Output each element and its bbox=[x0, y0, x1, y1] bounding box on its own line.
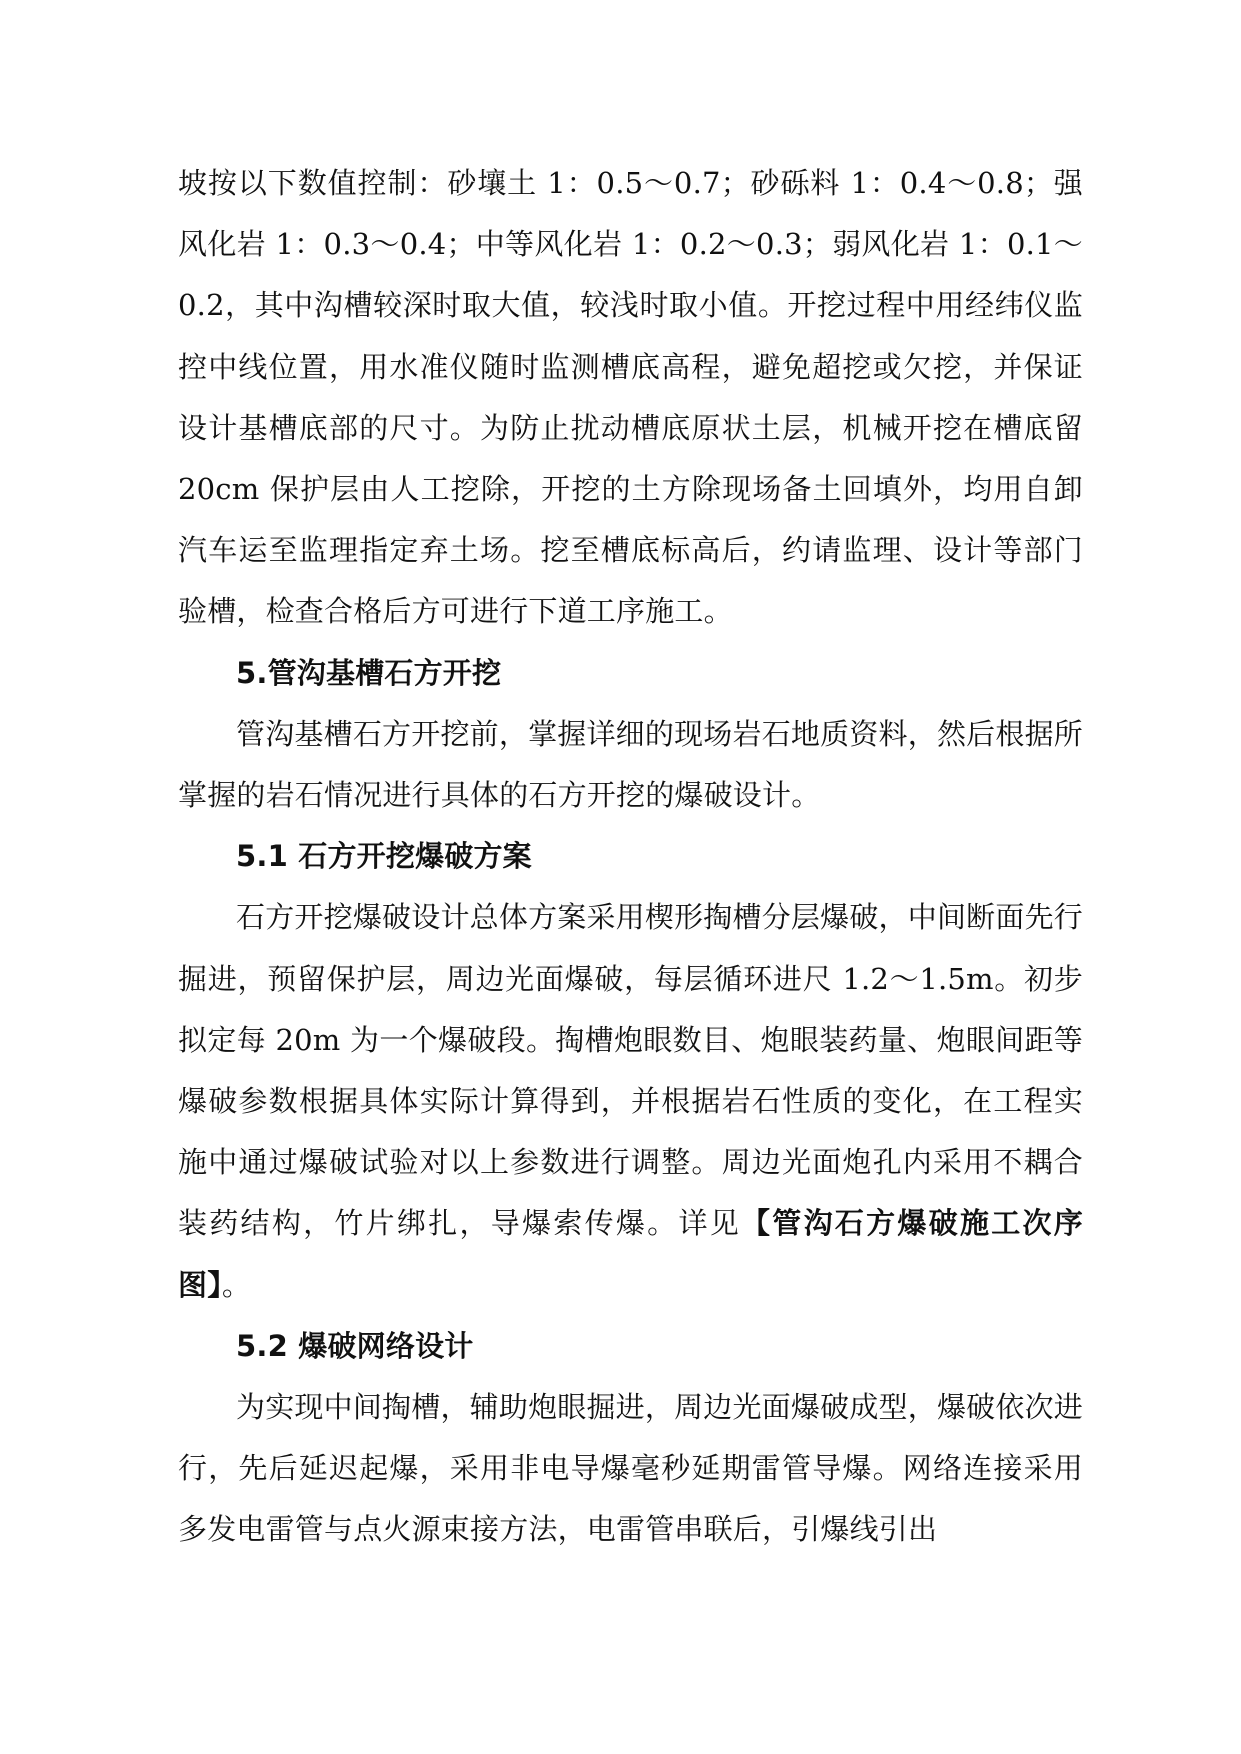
figure-reference: 【管沟石方爆破施工次序图】 bbox=[178, 1206, 1083, 1302]
heading-blasting-network: 5.2 爆破网络设计 bbox=[236, 1328, 474, 1363]
paragraph-slope-control: 坡按以下数值控制：砂壤土 1：0.5～0.7；砂砾料 1：0.4～0.8；强风化岩 1：0.3～0.4；中等风化岩 1：0.2～0.3；弱风化岩 1：0.1～0.2，其中沟槽较深时取大值，较浅时取小值。开挖过程中用经纬仪监控中线位置，用水准仪随时监测槽底高程，避免超挖或欠挖，并保证设计基槽底部的尺寸。为防止扰动槽底原状土层，机械开挖在槽底留 20cm 保护层由人工挖除，开挖的土方除现场备土回填外，均用自卸汽车运至监理指定弃土场。挖至槽底标高后，约请监理、设计等部门验槽，检查合格后方可进行下道工序施工。 bbox=[178, 166, 1083, 629]
blasting-plan-text: 石方开挖爆破设计总体方案采用楔形掏槽分层爆破，中间断面先行掘进，预留保护层，周边光面爆破，每层循环进尺 1.2～1.5m。初步拟定每 20m 为一个爆破段。掏槽炮眼数目、炮眼装药量、炮眼间距等爆破参数根据具体实际计算得到，并根据岩石性质的变化，在工程实施中通过爆破试验对以上参数进行调整。周边光面炮孔内采用不耦合装药结构，竹片绑扎，导爆索传爆。详见 bbox=[178, 900, 1083, 1241]
paragraph-blasting-network: 为实现中间掏槽，辅助炮眼掘进，周边光面爆破成型，爆破依次进行，先后延迟起爆，采用非电导爆毫秒延期雷管导爆。网络连接采用多发电雷管与点火源束接方法，电雷管串联后，引爆线引出 bbox=[178, 1390, 1083, 1547]
blasting-plan-end: 。 bbox=[221, 1267, 252, 1302]
heading-rock-excavation: 5.管沟基槽石方开挖 bbox=[236, 655, 502, 690]
document-body bbox=[178, 153, 1083, 1561]
paragraph-blasting-plan bbox=[178, 887, 1083, 1315]
paragraph-rock-excavation-intro: 管沟基槽石方开挖前，掌握详细的现场岩石地质资料，然后根据所掌握的岩石情况进行具体的石方开挖的爆破设计。 bbox=[178, 716, 1083, 813]
heading-blasting-plan: 5.1 石方开挖爆破方案 bbox=[236, 839, 532, 874]
